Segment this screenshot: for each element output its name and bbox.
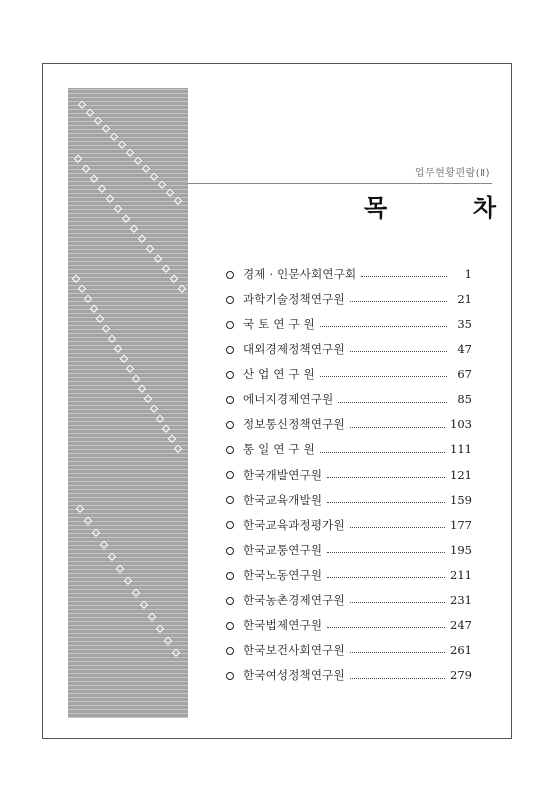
toc-entry-label: 한국노동연구원 xyxy=(243,567,323,582)
toc-entry-label: 통 일 연 구 원 xyxy=(243,442,315,457)
toc-entry[interactable] xyxy=(226,287,472,312)
toc-entry[interactable] xyxy=(226,312,472,337)
toc-list xyxy=(226,262,472,689)
title-char-2: 차 xyxy=(472,194,496,222)
circle-bullet-icon xyxy=(226,271,234,279)
toc-entry-page: 195 xyxy=(450,542,472,557)
toc-entry-page: 47 xyxy=(457,342,472,357)
toc-entry-label: 한국여성정책연구원 xyxy=(243,668,345,683)
circle-bullet-icon xyxy=(226,647,234,655)
diamond-pattern xyxy=(68,88,188,718)
dot-leader xyxy=(338,402,447,403)
circle-bullet-icon xyxy=(226,496,234,504)
header-rule xyxy=(188,183,492,184)
toc-entry[interactable] xyxy=(226,664,472,689)
toc-entry[interactable] xyxy=(226,262,472,287)
toc-entry-label: 경제 · 인문사회연구회 xyxy=(243,266,357,281)
toc-entry[interactable] xyxy=(226,538,472,563)
dot-leader xyxy=(320,326,447,327)
dot-leader xyxy=(327,477,445,478)
circle-bullet-icon xyxy=(226,547,234,555)
toc-entry-label: 한국교육개발원 xyxy=(243,492,323,507)
dot-leader xyxy=(361,276,447,277)
toc-entry-label: 한국교육과정평가원 xyxy=(243,517,345,532)
toc-entry[interactable] xyxy=(226,337,472,362)
dot-leader xyxy=(350,351,447,352)
toc-entry[interactable] xyxy=(226,438,472,463)
circle-bullet-icon xyxy=(226,346,234,354)
toc-entry-label: 한국교통연구원 xyxy=(243,542,323,557)
toc-entry-page: 261 xyxy=(450,643,472,658)
dot-leader xyxy=(350,427,445,428)
circle-bullet-icon xyxy=(226,521,234,529)
toc-entry[interactable] xyxy=(226,362,472,387)
circle-bullet-icon xyxy=(226,421,234,429)
dot-leader xyxy=(327,502,445,503)
dot-leader xyxy=(350,602,445,603)
toc-entry-page: 247 xyxy=(450,618,472,633)
dot-leader xyxy=(320,376,447,377)
toc-entry-label: 과학기술정책연구원 xyxy=(243,291,345,306)
toc-entry-label: 대외경제정책연구원 xyxy=(243,342,345,357)
dot-leader xyxy=(320,452,445,453)
toc-entry[interactable] xyxy=(226,387,472,412)
toc-entry-label: 산 업 연 구 원 xyxy=(243,367,315,382)
toc-entry-label: 국 토 연 구 원 xyxy=(243,316,315,331)
toc-entry[interactable] xyxy=(226,513,472,538)
circle-bullet-icon xyxy=(226,296,234,304)
toc-entry-page: 1 xyxy=(464,266,472,281)
toc-entry-page: 159 xyxy=(450,492,472,507)
page-title xyxy=(364,188,496,223)
circle-bullet-icon xyxy=(226,471,234,479)
toc-entry-label: 한국농촌경제연구원 xyxy=(243,593,345,608)
toc-entry[interactable] xyxy=(226,638,472,663)
circle-bullet-icon xyxy=(226,672,234,680)
toc-entry-page: 67 xyxy=(457,367,472,382)
circle-bullet-icon xyxy=(226,396,234,404)
book-label: 업무현황편람(Ⅱ) xyxy=(414,168,490,179)
toc-entry-page: 121 xyxy=(450,467,472,482)
circle-bullet-icon xyxy=(226,622,234,630)
title-char-1: 목 xyxy=(364,194,388,222)
decorative-side-band xyxy=(68,88,188,718)
toc-entry[interactable] xyxy=(226,613,472,638)
toc-entry-label: 에너지경제연구원 xyxy=(243,392,334,407)
toc-entry-label: 한국법제연구원 xyxy=(243,618,323,633)
circle-bullet-icon xyxy=(226,321,234,329)
toc-entry-page: 111 xyxy=(450,442,472,457)
dot-leader xyxy=(350,301,447,302)
dot-leader xyxy=(350,527,445,528)
toc-entry-page: 177 xyxy=(450,517,472,532)
dot-leader xyxy=(327,552,445,553)
dot-leader xyxy=(327,627,445,628)
toc-entry-label: 한국보건사회연구원 xyxy=(243,643,345,658)
toc-entry[interactable] xyxy=(226,413,472,438)
toc-entry-page: 35 xyxy=(457,316,472,331)
circle-bullet-icon xyxy=(226,371,234,379)
toc-entry-page: 21 xyxy=(457,291,472,306)
toc-entry-page: 231 xyxy=(450,593,472,608)
toc-entry[interactable] xyxy=(226,488,472,513)
toc-entry-page: 279 xyxy=(450,668,472,683)
dot-leader xyxy=(350,652,445,653)
toc-entry-label: 정보통신정책연구원 xyxy=(243,417,345,432)
toc-entry-page: 211 xyxy=(450,567,472,582)
toc-entry-page: 85 xyxy=(457,392,472,407)
toc-entry[interactable] xyxy=(226,563,472,588)
dot-leader xyxy=(327,577,445,578)
toc-entry[interactable] xyxy=(226,463,472,488)
dot-leader xyxy=(350,678,445,679)
circle-bullet-icon xyxy=(226,446,234,454)
circle-bullet-icon xyxy=(226,572,234,580)
toc-entry[interactable] xyxy=(226,588,472,613)
circle-bullet-icon xyxy=(226,597,234,605)
toc-entry-label: 한국개발연구원 xyxy=(243,467,323,482)
toc-entry-page: 103 xyxy=(450,417,472,432)
